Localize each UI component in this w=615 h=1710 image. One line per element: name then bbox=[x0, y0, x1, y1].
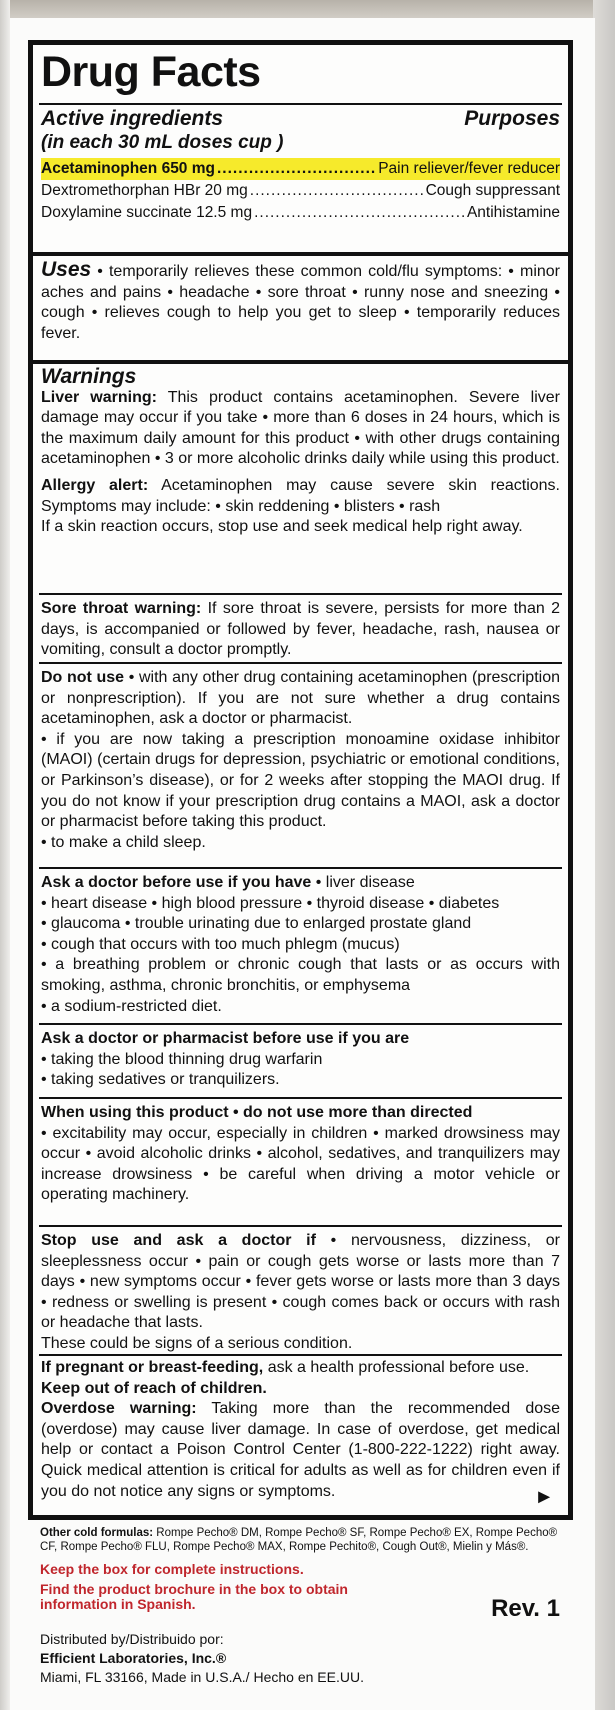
distributor-block bbox=[40, 1630, 560, 1687]
ingredient-row bbox=[41, 158, 560, 180]
ask-pharmacist-item: • taking the blood thinning drug warfarin bbox=[41, 1050, 323, 1068]
keep-out-of-reach: Keep out of reach of children. bbox=[41, 1379, 267, 1397]
allergy-alert-label: Allergy alert: bbox=[41, 476, 149, 494]
uses-heading: Uses bbox=[41, 258, 92, 281]
do-not-use-maoi: • if you are now taking a prescription monoamine oxidase inhibitor (MAOI) (certain drugs for depression, psychiatric or emotional conditions, or Parkinson’s disease), or for 2 weeks after stopping the MAOI drug. If you do not know if your prescription drug contains a MAOI, ask a doctor or pharmacist before taking this product. bbox=[41, 730, 560, 831]
do-not-use-text: • with any other drug containing acetaminophen (prescription or nonprescription). If you are not sure whether a drug contains acetaminophen, ask a doctor or pharmacist. bbox=[41, 669, 560, 728]
revision-label: Rev. 1 bbox=[491, 1595, 560, 1622]
ingredient-purpose: Antihistamine bbox=[466, 204, 560, 221]
divider bbox=[39, 1225, 562, 1227]
ingredient-row bbox=[41, 180, 560, 202]
when-using-text: • excitability may occur, especially in children • marked drowsiness may occur • avoid alcoholic drinks • alcohol, sedatives, and tranquilizers may increase drowsiness • be careful when driving a motor vehicle or operating machinery. bbox=[41, 1124, 560, 1204]
uses-text: • temporarily relieves these common cold/flu symptoms: • minor aches and pains • headache • sore throat • runny nose and sneezing • cough • relieves cough to help you get to sleep • temporarily reduces fever. bbox=[41, 263, 560, 342]
ask-doctor-section bbox=[33, 873, 568, 1017]
ingredient-name: Doxylamine succinate 12.5 mg bbox=[41, 204, 253, 221]
purposes-heading: Purposes bbox=[464, 107, 560, 130]
liver-warning bbox=[41, 388, 560, 470]
divider bbox=[39, 1097, 562, 1099]
allergy-alert-text: Acetaminophen may cause severe skin reactions. Symptoms may include: • skin reddening • blisters • rash bbox=[41, 476, 561, 515]
drug-facts-title: Drug Facts bbox=[41, 48, 261, 96]
keep-box-note: Keep the box for complete instructions. bbox=[40, 1561, 304, 1577]
sore-throat-text: If sore throat is severe, persists for more than 2 days, is accompanied or followed by fever, headache, rash, nausea or vomiting, consult a doctor promptly. bbox=[41, 600, 560, 659]
stop-use-label: Stop use and ask a doctor if bbox=[41, 1232, 316, 1249]
do-not-use-section bbox=[33, 668, 568, 853]
allergy-alert-followup: If a skin reaction occurs, stop use and seek medical help right away. bbox=[41, 518, 523, 536]
leader-dots bbox=[254, 202, 465, 224]
when-using-label: When using this product • do not use more than directed bbox=[41, 1104, 473, 1121]
sore-throat-label: Sore throat warning: bbox=[41, 600, 202, 617]
ingredient-purpose: Cough suppressant bbox=[425, 182, 560, 199]
divider bbox=[39, 1023, 562, 1025]
stop-use-followup: These could be signs of a serious condition. bbox=[41, 1334, 353, 1352]
distributor-company: Efficient Laboratories, Inc.® bbox=[40, 1650, 227, 1666]
active-ingredients-section bbox=[33, 107, 568, 224]
section-divider bbox=[33, 252, 568, 256]
ask-doctor-item: • a sodium-restricted diet. bbox=[41, 997, 222, 1015]
do-not-use-child: • to make a child sleep. bbox=[41, 833, 206, 851]
divider bbox=[39, 662, 562, 664]
warnings-heading: Warnings bbox=[41, 365, 137, 388]
other-formulas-label: Other cold formulas: bbox=[40, 1527, 154, 1539]
overdose-text: Taking more than the recommended dose (overdose) may cause liver damage. In case of overdose, get medical help or contact a Poison Control Center (1-800-222-1222) right away. Quick medical attention is critical for adults as well as for children even if you do not notice any signs or symptoms. bbox=[41, 1400, 561, 1500]
ingredient-row bbox=[41, 202, 560, 224]
ask-doctor-item: • glaucoma • trouble urinating due to enlarged prostate gland bbox=[41, 915, 472, 933]
liver-warning-label: Liver warning: bbox=[41, 388, 157, 406]
ask-doctor-item: • cough that occurs with too much phlegm (mucus) bbox=[41, 935, 400, 953]
ask-doctor-label: Ask a doctor before use if you have bbox=[41, 874, 312, 891]
divider bbox=[39, 103, 562, 105]
ask-doctor-item: • a breathing problem or chronic cough that lasts or as occurs with smoking, asthma, chronic bronchitis, or emphysema bbox=[41, 956, 560, 994]
active-subheading: (in each 30 mL doses cup ) bbox=[41, 132, 284, 153]
other-formulas bbox=[40, 1526, 560, 1554]
other-formulas-text: Rompe Pecho® DM, Rompe Pecho® SF, Rompe Pecho® EX, Rompe Pecho® CF, Rompe Pecho® FLU, Rompe Pecho® MAX, Rompe Pechito®, Cough Out®, Mielin y Más®. bbox=[40, 1527, 558, 1553]
sore-throat-warning bbox=[33, 599, 568, 661]
do-not-use-label: Do not use bbox=[41, 669, 125, 686]
stop-use-section bbox=[33, 1231, 568, 1355]
warnings-section bbox=[33, 367, 568, 538]
divider bbox=[39, 867, 562, 869]
pregnancy-text: ask a health professional before use. bbox=[263, 1359, 530, 1376]
ask-doctor-text: • liver disease bbox=[311, 874, 415, 891]
distributor-line: Distributed by/Distribuido por: bbox=[40, 1631, 224, 1647]
active-ingredients-heading: Active ingredients bbox=[41, 107, 224, 130]
ask-pharmacist-section bbox=[33, 1029, 568, 1091]
distributor-address: Miami, FL 33166, Made in U.S.A./ Hecho en EE.UU. bbox=[40, 1669, 364, 1685]
ingredient-name: Dextromethorphan HBr 20 mg bbox=[41, 182, 248, 199]
overdose-label: Overdose warning: bbox=[41, 1400, 197, 1418]
allergy-alert bbox=[41, 476, 560, 517]
section-divider bbox=[33, 360, 568, 364]
pregnancy-section bbox=[33, 1358, 568, 1502]
ingredient-name: Acetaminophen 650 mg bbox=[41, 160, 215, 177]
pregnancy-label: If pregnant or breast-feeding, bbox=[41, 1359, 264, 1376]
divider bbox=[39, 593, 562, 595]
leader-dots bbox=[217, 158, 376, 180]
stop-use-text: • nervousness, dizziness, or sleeplessness occur • pain or cough gets worse or lasts more than 7 days • new symptoms occur • fever gets worse or lasts more than 3 days • redness or swelling is present • cough comes back or occurs with rash or headache that lasts. bbox=[41, 1232, 560, 1332]
drug-facts-title-section bbox=[33, 47, 568, 97]
box-left-edge bbox=[0, 0, 10, 1710]
divider bbox=[39, 1354, 562, 1356]
when-using-section bbox=[33, 1103, 568, 1206]
box-right-edge bbox=[593, 0, 615, 1710]
liver-warning-text: This product contains acetaminophen. Severe liver damage may occur if you take • more than 6 doses in 24 hours, which is the maximum daily amount for this product • with other drugs containing acetaminophen • 3 or more alcoholic drinks daily while using this product. bbox=[41, 388, 560, 468]
brochure-note: Find the product brochure in the box to obtain information in Spanish. bbox=[40, 1581, 348, 1612]
ask-doctor-item: • heart disease • high blood pressure • thyroid disease • diabetes bbox=[41, 894, 500, 912]
continue-arrow-icon: ► bbox=[534, 1486, 554, 1508]
uses-section bbox=[33, 260, 568, 344]
drug-facts-box bbox=[28, 40, 573, 1520]
leader-dots bbox=[250, 180, 424, 202]
ask-pharmacist-label: Ask a doctor or pharmacist before use if you are bbox=[41, 1030, 410, 1047]
ingredient-purpose: Pain reliever/fever reducer bbox=[378, 160, 560, 177]
ask-pharmacist-item: • taking sedatives or tranquilizers. bbox=[41, 1071, 280, 1089]
